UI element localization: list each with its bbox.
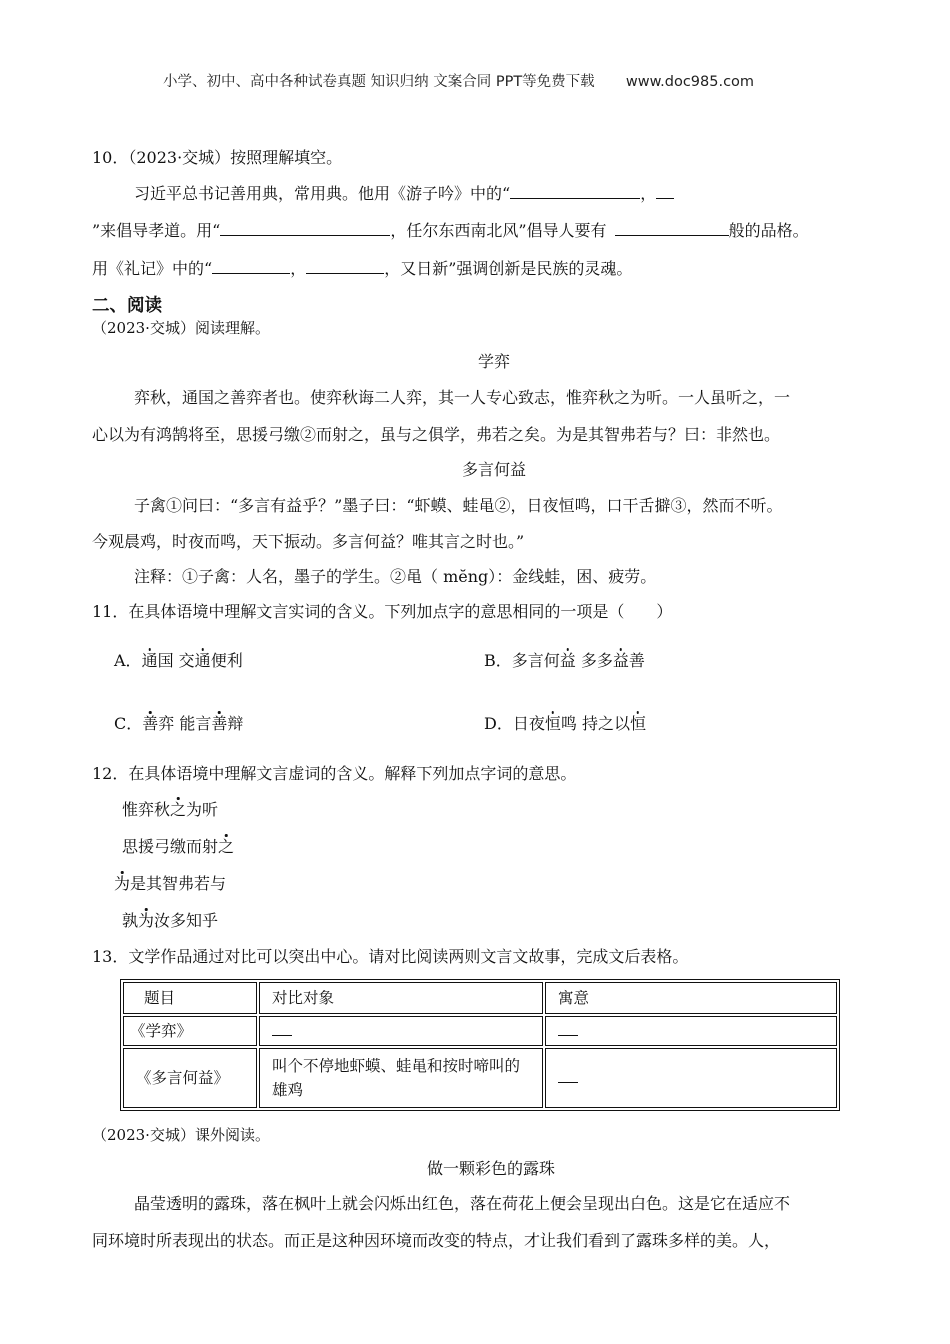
blank-3[interactable] [220, 220, 390, 236]
q12-item: 为是其智弗若与 [114, 874, 227, 893]
blank-4[interactable] [615, 220, 729, 236]
passage1-line1: 弈秋，通国之善弈者也。使弈秋诲二人弈，其一人专心致志，惟弈秋之为听。一人虽听之，一 [134, 388, 791, 407]
answer-cell[interactable] [545, 1048, 837, 1108]
page-header [163, 70, 754, 91]
table-row [123, 1048, 837, 1108]
q13-stem: 13．文学作品通过对比可以突出中心。请对比阅读两则文言文故事，完成文后表格。 [92, 947, 689, 966]
header-cell: 寓意 [545, 982, 837, 1014]
q12-stem: 12．在具体语境中理解文言虚词的含义。解释下列加点字词的意思。 [92, 764, 577, 783]
blank-6[interactable] [306, 258, 384, 274]
header-text: 小学、初中、高中各种试卷真题 知识归纳 文案合同 PPT等免费下载 [163, 74, 595, 90]
passage-note: 注释：①子禽：人名，墨子的学生。②黾（ mĕng）：金线蛙，困、疲劳。 [134, 567, 657, 586]
q11-option-d[interactable]: D．日夜恒鸣 持之以恒 [484, 714, 646, 733]
blank-2[interactable] [656, 183, 674, 199]
row-title: 《多言何益》 [123, 1048, 257, 1108]
passage2-line2: 今观晨鸡，时夜而鸣，天下振动。多言何益？唯其言之时也。” [92, 532, 525, 551]
q10-line3: 用《礼记》中的“ ， ，又日新”强调创新是民族的灵魂。 [92, 259, 633, 278]
header-url: www.doc985.com [625, 74, 755, 90]
comparison-table [120, 979, 840, 1111]
section-intro: （2023·交城）阅读理解。 [92, 319, 270, 337]
q11-option-b[interactable]: B．多言何益 多多益善 [484, 651, 645, 670]
section-heading: 二、阅读 [92, 296, 162, 316]
compare-cell: 叫个不停地虾蟆、蛙黾和按时啼叫的雄鸡 [259, 1048, 543, 1108]
table-header-row [123, 982, 837, 1014]
answer-cell[interactable] [545, 1016, 837, 1046]
q11-stem: 11．在具体语境中理解文言实词的含义。下列加点字的意思相同的一项是（ ） [92, 602, 673, 621]
q11-option-c[interactable]: C．善弈 能言善辩 [114, 714, 244, 733]
q10-title: 10．（2023·交城）按照理解填空。 [92, 148, 343, 167]
extra-line1: 晶莹透明的露珠，落在枫叶上就会闪烁出红色，落在荷花上便会呈现出白色。这是它在适应不 [134, 1194, 791, 1213]
q12-item: 孰为汝多知乎 [122, 911, 219, 930]
q10-line2: ”来倡导孝道。用“ ，任尔东西南北风”倡导人要有 般的品格。 [92, 221, 809, 240]
extra-title: 做一颗彩色的露珠 [427, 1159, 556, 1178]
q11-option-a[interactable]: A．通国 交通便利 [114, 651, 243, 670]
passage2-line1: 子禽①问曰：“多言有益乎？”墨子曰：“虾蟆、蛙黾②，日夜恒鸣，口干舌擗③，然而不听。 [134, 496, 783, 515]
passage1-title: 学弈 [478, 352, 511, 371]
extra-line2: 同环境时所表现出的状态。而正是这种因环境而改变的特点，才让我们看到了露珠多样的美。人， [92, 1231, 781, 1250]
extra-intro: （2023·交城）课外阅读。 [92, 1126, 270, 1144]
passage1-line2: 心以为有鸿鹄将至，思援弓缴②而射之，虽与之俱学，弗若之矣。为是其智弗若与？曰：非然也。 [92, 425, 781, 444]
header-cell: 题目 [123, 982, 257, 1014]
blank-1[interactable] [510, 183, 640, 199]
blank-5[interactable] [212, 258, 290, 274]
q12-item: 思援弓缴而射之 [122, 837, 235, 856]
answer-cell[interactable] [259, 1016, 543, 1046]
table-row [123, 1016, 837, 1046]
row-title: 《学弈》 [123, 1016, 257, 1046]
q10-line1: 习近平总书记善用典，常用典。他用《游子吟》中的“ ， [134, 183, 674, 204]
passage2-title: 多言何益 [462, 460, 527, 479]
header-cell: 对比对象 [259, 982, 543, 1014]
q12-item: 惟弈秋之为听 [122, 800, 219, 819]
